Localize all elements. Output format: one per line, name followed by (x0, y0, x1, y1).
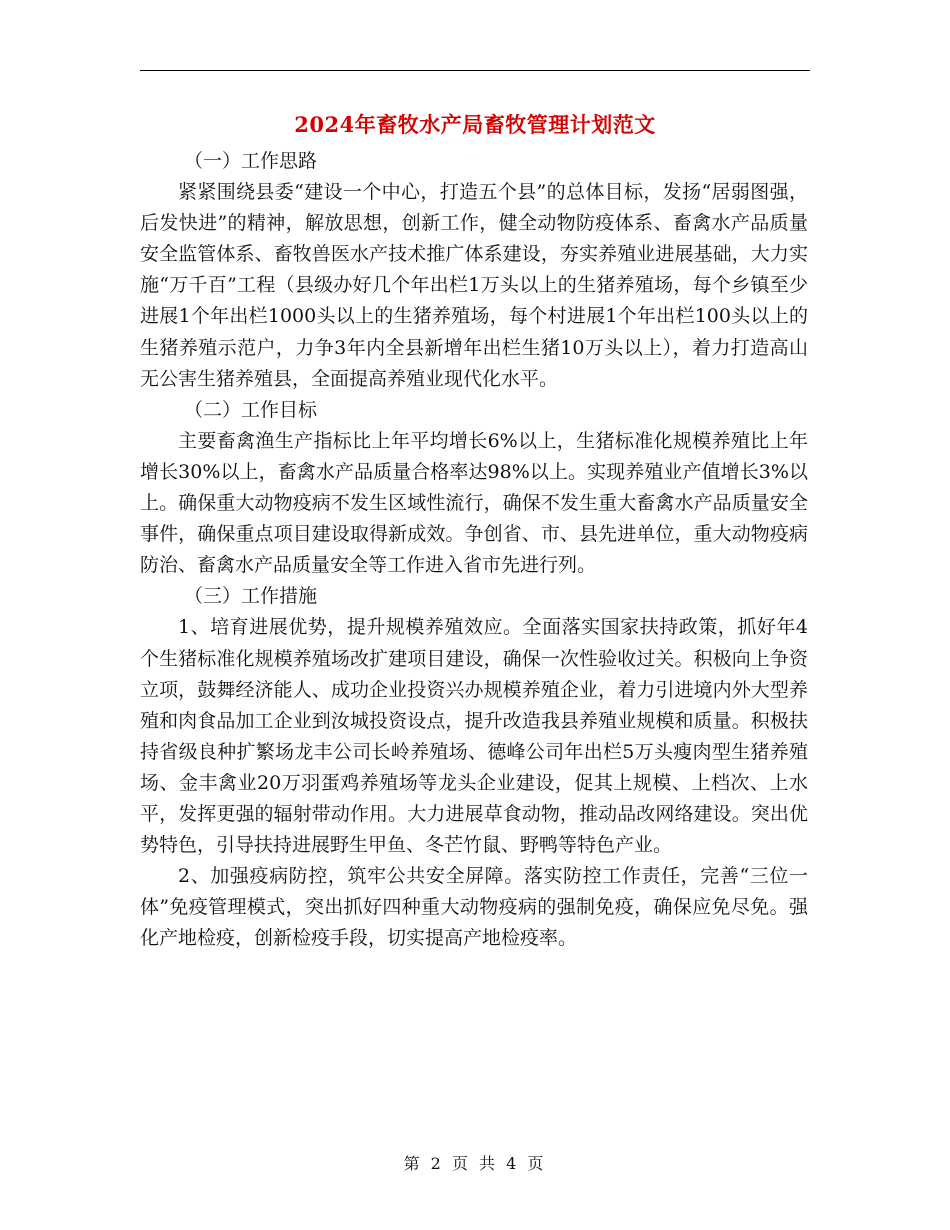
document-title: 2024年畜牧水产局畜牧管理计划范文 (294, 112, 656, 137)
page-footer: 第 2 页 共 4 页 (403, 1154, 547, 1173)
section-heading: （一）工作思路 (184, 150, 318, 172)
paragraph: 紧紧围绕县委“建设一个中心，打造五个县”的总体目标，发扬“居弱图强，后发快进”的精神，解放思想，创新工作，健全动物防疫体系、畜禽水产品质量安全监管体系、畜牧兽医水产技术推广体系建设，夯实养殖业进展基础，大力实施“万千百”工程（县级办好几个年出栏1万头以上的生猪养殖场，每个乡镇至少进展1个年出栏1000头以上的生猪养殖场，每个村进展1个年出栏100头以上的生猪养殖示范户，力争3年内全县新增年出栏生猪10万头以上），着力打造高山无公害生猪养殖县，全面提高养殖业现代化水平。 (140, 181, 808, 390)
header-rule (140, 70, 810, 71)
document-body (140, 146, 808, 954)
paragraph: 2、加强疫病防控，筑牢公共安全屏障。落实防控工作责任，完善“三位一体”免疫管理模式，突出抓好四种重大动物疫病的强制免疫，确保应免尽免。强化产地检疫，创新检疫手段，切实提高产地检疫率。 (140, 865, 808, 950)
section-heading: （二）工作目标 (184, 398, 318, 421)
section-heading: （三）工作措施 (184, 585, 318, 608)
paragraph: 1、培育进展优势，提升规模养殖效应。全面落实国家扶持政策，抓好年4个生猪标准化规模养殖场改扩建项目建设，确保一次性验收过关。积极向上争资立项，鼓舞经济能人、成功企业投资兴办规模养殖企业，着力引进境内外大型养殖和肉食品加工企业到汝城投资设点，提升改造我县养殖业规模和质量。积极扶持省级良种扩繁场龙丰公司长岭养殖场、德峰公司年出栏5万头瘦肉型生猪养殖场、金丰禽业20万羽蛋鸡养殖场等龙头企业建设，促其上规模、上档次、上水平，发挥更强的辐射带动作用。大力进展草食动物，推动品改网络建设。突出优势特色，引导扶持进展野生甲鱼、冬芒竹鼠、野鸭等特色产业。 (140, 616, 808, 857)
paragraph: 主要畜禽渔生产指标比上年平均增长6%以上，生猪标准化规模养殖比上年增长30%以上，畜禽水产品质量合格率达98%以上。实现养殖业产值增长3%以上。确保重大动物疫病不发生区域性流行，确保不发生重大畜禽水产品质量安全事件，确保重点项目建设取得新成效。争创省、市、县先进单位，重大动物疫病防治、畜禽水产品质量安全等工作进入省市先进行列。 (140, 429, 808, 577)
